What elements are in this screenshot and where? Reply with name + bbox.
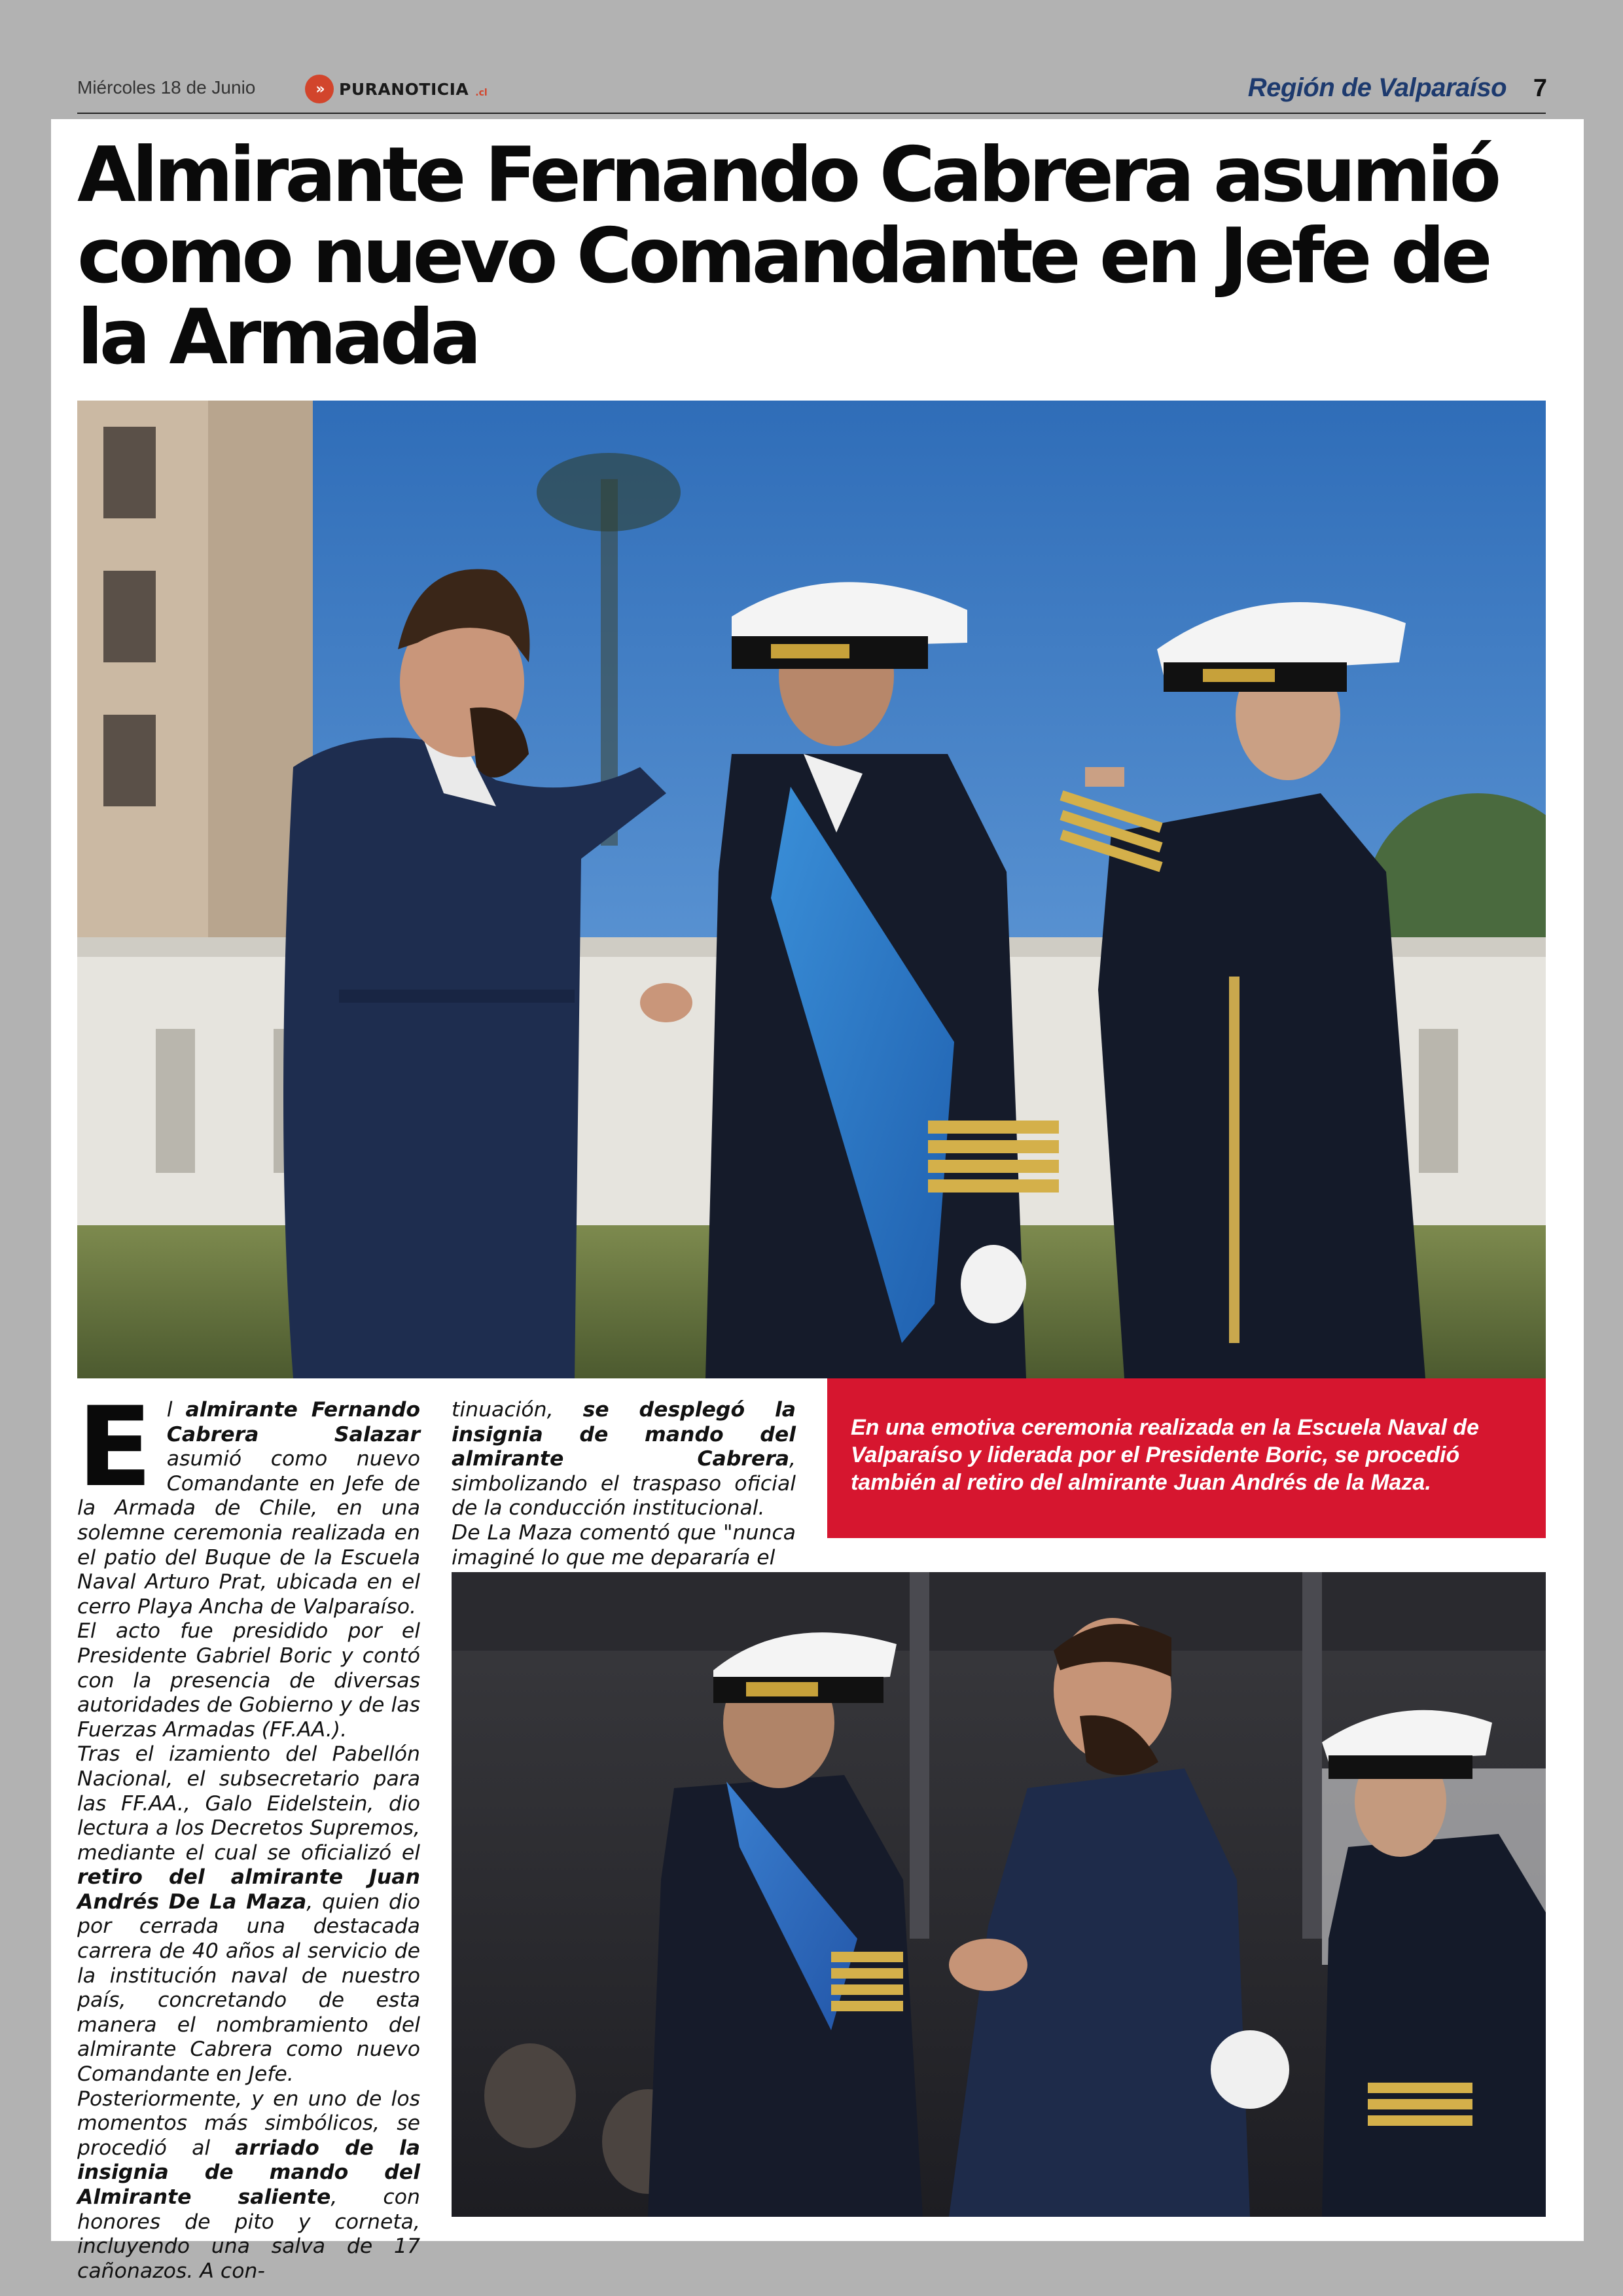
main-photo-illustration bbox=[77, 401, 1546, 1378]
bold-run: se desplegó la insignia de mando del almirante Cabrera bbox=[452, 1398, 796, 1471]
text-run: , quien dio por cerrada una destacada carrera de 40 años al servicio de la institución naval de nuestro país, concretando de esta manera el nombramiento del almirante Cabrera como nuevo Comandante en Jefe. bbox=[77, 1890, 420, 2087]
puranoticia-logo bbox=[305, 75, 488, 103]
main-photo bbox=[77, 401, 1546, 1378]
text-run: , simbolizando el traspaso oficial de la conducción institucional. bbox=[452, 1447, 796, 1520]
drop-cap: E bbox=[77, 1383, 152, 1511]
pull-quote-box bbox=[827, 1378, 1546, 1538]
bold-run: arriado de la insignia de mando del Almirante saliente bbox=[77, 2136, 420, 2209]
bold-run: retiro del almirante Juan Andrés De La Maza bbox=[77, 1865, 420, 1914]
second-photo-illustration bbox=[452, 1572, 1546, 2217]
pull-quote-text: En una emotiva ceremonia realizada en la Escuela Naval de Valparaíso y liderada por el Presidente Boric, se procedió también al retiro del almirante Juan Andrés de la Maza. bbox=[851, 1415, 1479, 1495]
text-run: El acto fue presidido por el Presidente Gabriel Boric y contó con la presencia de diversas autoridades de Gobierno y de las Fuerzas Armadas (FF.AA.). bbox=[77, 1619, 420, 1742]
article-column-2 bbox=[452, 1398, 796, 1570]
text-run: asumió como nuevo Comandante en Jefe de la Armada de Chile, en una solemne ceremonia realizada en el patio del Buque de la Escuela Naval Arturo Prat, ubicada en el cerro Playa Ancha de Valparaíso. bbox=[77, 1447, 420, 1619]
bold-run: almirante Fernando Cabrera Salazar bbox=[166, 1398, 421, 1446]
text-run: l bbox=[166, 1398, 186, 1422]
paragraph bbox=[77, 2087, 420, 2284]
logo-domain-suffix: .cl bbox=[475, 88, 488, 98]
second-photo bbox=[452, 1572, 1546, 2217]
logo-arrows-icon: » bbox=[305, 75, 334, 103]
text-run: De La Maza comentó que "nunca imaginé lo que me depararía el bbox=[452, 1520, 796, 1570]
issue-date: Miércoles 18 de Junio bbox=[77, 77, 256, 98]
text-run: tinuación, bbox=[452, 1398, 583, 1422]
logo-wordmark: PURANOTICIA bbox=[339, 79, 469, 99]
paragraph bbox=[452, 1398, 796, 1521]
article-headline: Almirante Fernando Cabrera asumió como nuevo Comandante en Jefe de la Armada bbox=[77, 131, 1498, 382]
text-run: , con honores de pito y corneta, incluyendo una salva de 17 cañonazos. A con- bbox=[77, 2185, 420, 2283]
page-number: 7 bbox=[1533, 75, 1547, 102]
text-run: Tras el izamiento del Pabellón Nacional, el subsecretario para las FF.AA., Galo Eidelstein, dio lectura a los Decretos Supremos, mediante el cual se oficializó el bbox=[77, 1742, 420, 1865]
header-divider bbox=[77, 113, 1546, 114]
section-title: Región de Valparaíso bbox=[1247, 73, 1507, 102]
paragraph bbox=[77, 1742, 420, 2087]
paragraph bbox=[77, 1619, 420, 1742]
paragraph bbox=[452, 1521, 796, 1570]
text-run: Posteriormente, y en uno de los momentos más simbólicos, se procedió al bbox=[77, 2087, 420, 2160]
article-column-1 bbox=[77, 1383, 421, 2284]
